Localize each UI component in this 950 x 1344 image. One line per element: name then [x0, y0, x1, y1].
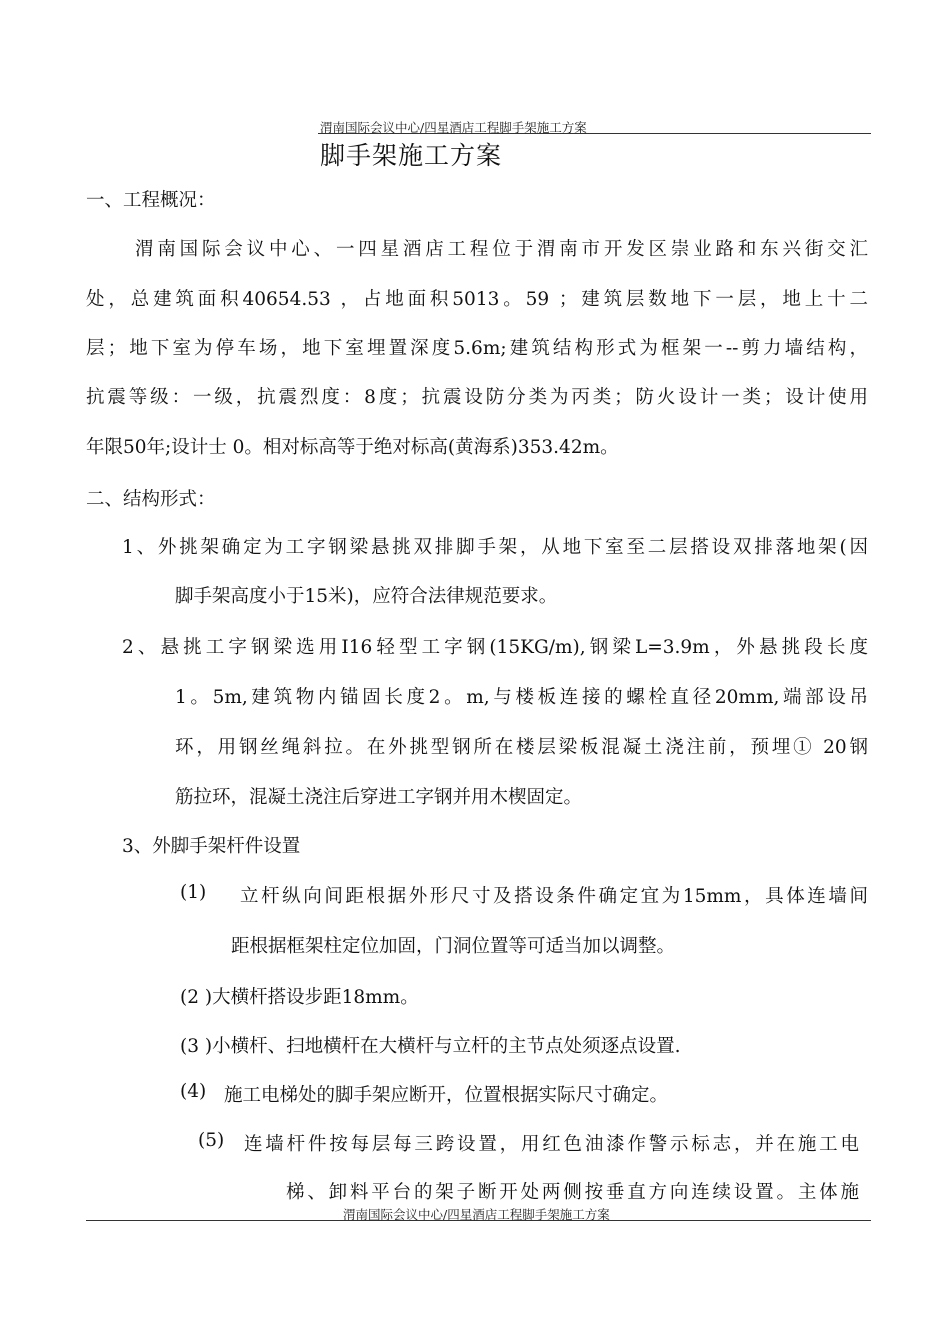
overview-line-4: 抗震等级：一级，抗震烈度：8度；抗震设防分类为丙类；防火设计一类；设计使用: [86, 387, 868, 408]
sub-4-text: 施工电梯处的脚手架应断开，位置根据实际尺寸确定。: [224, 1085, 669, 1106]
sub-5-line-1: 连墙杆件按每层每三跨设置，用红色油漆作警示标志，并在施工电: [244, 1134, 859, 1155]
item-2-line-3: 环，用钢丝绳斜拉。在外挑型钢所在楼层梁板混凝土浇注前，预埋① 20钢: [175, 737, 868, 758]
overview-line-2: 处，总建筑面积40654.53 ，占地面积5013。59 ；建筑层数地下一层，地上十二: [86, 289, 868, 310]
document-title: 脚手架施工方案: [320, 141, 503, 170]
sub-5-number: (5): [198, 1130, 225, 1151]
item-2-line-1: 2、悬挑工字钢梁选用I16轻型工字钢(15KG/m),钢梁L=3.9m，外悬挑段长度: [122, 637, 868, 658]
sub-1-line-1: 立杆纵向间距根据外形尺寸及搭设条件确定宜为15mm，具体连墙间: [240, 886, 868, 907]
sub-1-number: (1): [180, 882, 207, 903]
page-header: 渭南国际会议中心/四星酒店工程脚手架施工方案: [320, 120, 587, 135]
overview-line-5: 年限50年;设计士 0。相对标高等于绝对标高(黄海系)353.42m。: [86, 437, 619, 458]
item-2-line-2: 1。5m,建筑物内锚固长度2。m,与楼板连接的螺栓直径20mm,端部设吊: [175, 687, 868, 708]
item-1-line-1: 1、外挑架确定为工字钢梁悬挑双排脚手架，从地下室至二层搭设双排落地架(因: [122, 537, 868, 558]
item-2-line-4: 筋拉环，混凝土浇注后穿进工字钢并用木楔固定。: [175, 787, 583, 808]
overview-line-1: 渭南国际会议中心、一四星酒店工程位于渭南市开发区崇业路和东兴街交汇: [135, 239, 868, 260]
section-heading-structure: 二、结构形式：: [86, 489, 216, 510]
page-footer: 渭南国际会议中心/四星酒店工程脚手架施工方案: [343, 1207, 610, 1222]
item-3-heading: 3、外脚手架杆件设置: [122, 836, 301, 857]
header-rule: [318, 133, 871, 134]
sub-4-number: (4): [180, 1081, 207, 1102]
section-heading-overview: 一、工程概况：: [86, 190, 216, 211]
sub-3: (3 )小横杆、扫地横杆在大横杆与立杆的主节点处须逐点设置.: [180, 1036, 681, 1057]
overview-line-3: 层；地下室为停车场，地下室埋置深度5.6m;建筑结构形式为框架一--剪力墙结构，: [86, 338, 868, 359]
sub-1-line-2: 距根据框架柱定位加固，门洞位置等可适当加以调整。: [231, 936, 676, 957]
sub-2: (2 )大横杆搭设步距18mm。: [180, 987, 419, 1008]
item-1-line-2: 脚手架高度小于15米)，应符合法律规范要求。: [175, 586, 558, 607]
sub-5-line-2: 梯、卸料平台的架子断开处两侧按垂直方向连续设置。主体施: [286, 1182, 859, 1203]
